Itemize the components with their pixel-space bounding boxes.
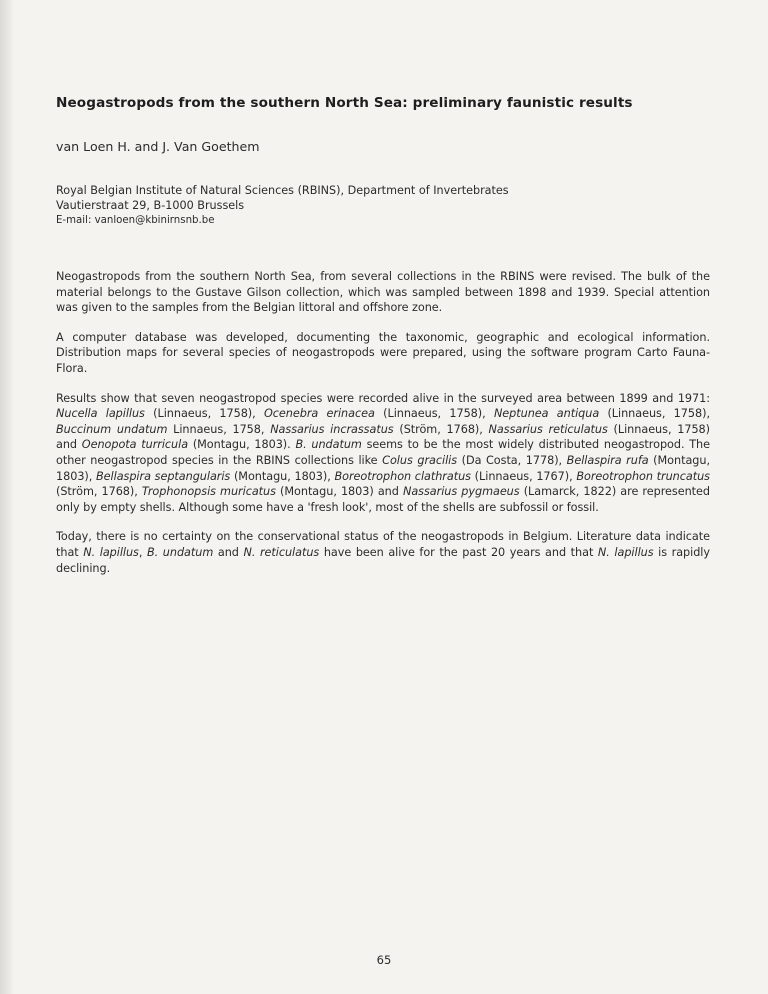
affiliation-email: E-mail: vanloen@kbinirnsnb.be bbox=[56, 215, 215, 226]
species-name: Bellaspira septangularis bbox=[96, 469, 231, 483]
p3-text: (Montagu, 1803) and bbox=[275, 485, 403, 499]
p3-text: Linnaeus, 1758, bbox=[167, 422, 271, 436]
species-name: Ocenebra erinacea bbox=[263, 407, 375, 421]
species-name: Neptunea antiqua bbox=[493, 407, 600, 421]
species-name: Nucella lapillus bbox=[56, 407, 145, 421]
p3-text: (Montagu, 1803). bbox=[188, 438, 296, 452]
species-name: Bellaspira rufa bbox=[566, 453, 649, 467]
page-number: 65 bbox=[376, 953, 392, 967]
species-name: N. lapillus bbox=[83, 545, 139, 559]
p3-text: (Ström, 1768), bbox=[56, 485, 142, 499]
species-name: Boreotrophon clathratus bbox=[334, 469, 471, 483]
species-name: Buccinum undatum bbox=[56, 422, 168, 436]
p4-text: , bbox=[138, 545, 147, 559]
p3-text: (Linnaeus, 1767), bbox=[470, 469, 577, 483]
p3-text: seems to be the most widely distributed neogastropod. The other neogastropod species in the RBINS collections like bbox=[56, 438, 711, 467]
p4-text: Today, there is no certainty on the conservational status of the neogastropods in Belgium. Literature data indicate that bbox=[56, 530, 710, 559]
p4-text: and bbox=[213, 545, 244, 559]
species-name: Trophonopsis muricatus bbox=[141, 485, 276, 499]
paper-title: Neogastropods from the southern North Sea: preliminary faunistic results bbox=[56, 95, 633, 111]
species-name: B. undatum bbox=[295, 438, 362, 452]
p3-text: (Linnaeus, 1758) and bbox=[56, 422, 711, 452]
species-name: B. undatum bbox=[147, 545, 214, 559]
species-name: N. reticulatus bbox=[243, 545, 320, 559]
p3-text: (Da Costa, 1778), bbox=[457, 453, 567, 467]
p3-text: (Linnaeus, 1758), bbox=[599, 407, 710, 421]
species-name: Colus gracilis bbox=[382, 453, 458, 467]
species-name: Oenopota turricula bbox=[81, 438, 189, 452]
p4-text: have been alive for the past 20 years and that bbox=[319, 545, 598, 559]
p4-text: is rapidly declining. bbox=[56, 545, 710, 575]
paragraph-3 bbox=[56, 391, 710, 516]
species-name: Nassarius reticulatus bbox=[488, 422, 608, 436]
affiliation-institute: Royal Belgian Institute of Natural Sciences (RBINS), Department of Invertebrates bbox=[56, 184, 509, 197]
affiliation bbox=[56, 183, 736, 228]
paragraph-1: Neogastropods from the southern North Sea, from several collections in the RBINS were revised. The bulk of the material belongs to the Gustave Gilson collection, which was sampled between 1898 and 1939. Special attention was given to the samples from the Belgian littoral and offshore zone. bbox=[56, 270, 710, 315]
species-name: Nassarius incrassatus bbox=[270, 422, 394, 436]
paragraph-4 bbox=[56, 529, 710, 576]
p3-text: (Lamarck, 1822) are represented only by empty shells. Although some have a 'fresh look', most of the shells are subfossil or fossil. bbox=[56, 485, 710, 514]
abstract-body bbox=[56, 269, 710, 590]
species-name: Boreotrophon truncatus bbox=[576, 469, 710, 483]
p3-text: (Montagu, 1803), bbox=[230, 469, 335, 483]
p3-text: Results show that seven neogastropod species were recorded alive in the surveyed area between 1899 and 1971: bbox=[56, 391, 710, 405]
species-name: Nassarius pygmaeus bbox=[402, 485, 520, 499]
p3-text: (Ström, 1768), bbox=[393, 422, 489, 436]
p3-text: (Linnaeus, 1758), bbox=[144, 407, 264, 421]
paragraph-2: A computer database was developed, documenting the taxonomic, geographic and ecological information. Distribution maps for several species of neogastropods were prepared, using the software program Carto Fauna-Flora. bbox=[56, 330, 710, 375]
authors: van Loen H. and J. Van Goethem bbox=[56, 139, 260, 154]
p3-text: (Montagu, 1803), bbox=[56, 453, 710, 483]
species-name: N. lapillus bbox=[597, 545, 654, 559]
page-edge-shadow bbox=[0, 0, 14, 994]
p3-text: (Linnaeus, 1758), bbox=[374, 407, 494, 421]
affiliation-address: Vautierstraat 29, B-1000 Brussels bbox=[56, 199, 245, 212]
